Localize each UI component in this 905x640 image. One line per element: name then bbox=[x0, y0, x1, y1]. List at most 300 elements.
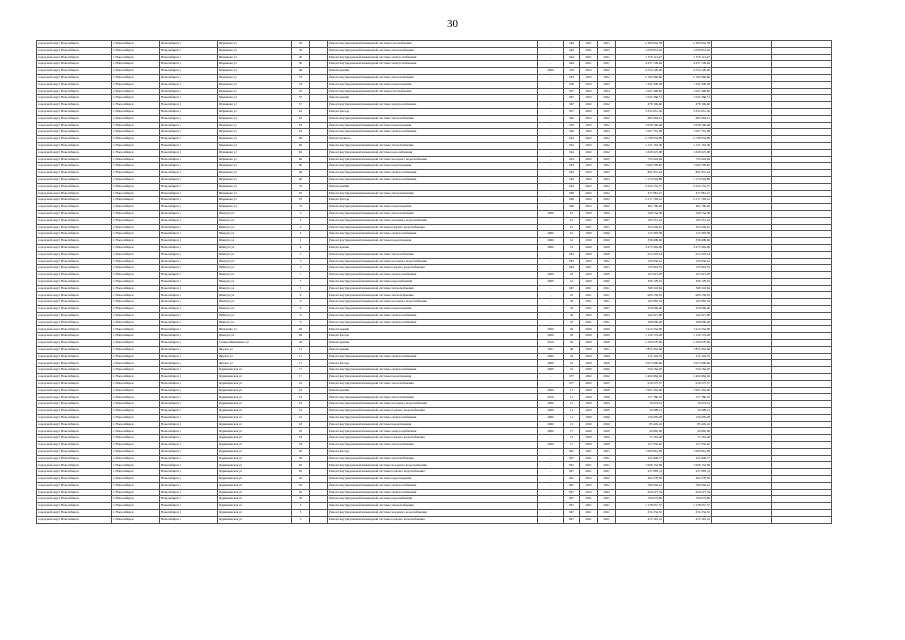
cell-commission-year: 2006 bbox=[538, 353, 564, 360]
cell-municipality: городской округ Новосибирск bbox=[37, 414, 112, 421]
cell-cost-total: 1 159 174,00 bbox=[616, 333, 664, 340]
cell-house: 2 bbox=[292, 224, 310, 231]
cell-municipality: городской округ Новосибирск bbox=[37, 204, 112, 211]
cell-house: 30 bbox=[292, 54, 310, 61]
cell-plan-end: 2021 bbox=[598, 61, 616, 68]
cell-settlement: г. Новосибирск bbox=[112, 41, 160, 48]
cell-blank-a bbox=[712, 476, 772, 483]
cell-volume: 11 bbox=[564, 401, 580, 408]
cell-cost-fund: 217 386,32 bbox=[664, 394, 712, 401]
cell-house: 20 bbox=[292, 326, 310, 333]
cell-plan-start: 2022 bbox=[580, 190, 598, 197]
cell-blank-b bbox=[772, 476, 832, 483]
cell-blank-a bbox=[712, 333, 772, 340]
cell-commission-year: - bbox=[538, 258, 564, 265]
cell-locality: Новосибирск г bbox=[160, 319, 218, 326]
cell-municipality: городской округ Новосибирск bbox=[37, 95, 112, 102]
cell-plan-end: 2022 bbox=[598, 108, 616, 115]
cell-plan-end: 2021 bbox=[598, 448, 616, 455]
cell-plan-start: 2020 bbox=[580, 414, 598, 421]
cell-blank-b bbox=[772, 319, 832, 326]
cell-cost-total: 445 949,77 bbox=[616, 455, 664, 462]
cell-work-type: Ремонт внутридомовой инженерной системы газоснабжения bbox=[328, 41, 538, 48]
cell-house: 5 bbox=[292, 509, 310, 516]
cell-cost-fund: 1 044 799,85 bbox=[664, 163, 712, 170]
cell-cost-total: 2 748 054,89 bbox=[616, 136, 664, 143]
cell-blank-b bbox=[772, 455, 832, 462]
cell-plan-end: 2022 bbox=[598, 374, 616, 381]
cell-code bbox=[310, 448, 328, 455]
cell-street: Ядринцевская ул bbox=[218, 374, 292, 381]
cell-municipality: городской округ Новосибирск bbox=[37, 346, 112, 353]
cell-plan-start: 2021 bbox=[580, 224, 598, 231]
cell-work-type: Ремонт внутридомовой инженерной системы газоснабжения bbox=[328, 88, 538, 95]
cell-commission-year: - bbox=[538, 190, 564, 197]
cell-commission-year: 2006 bbox=[538, 387, 564, 394]
cell-cost-total: 1 059 831,02 bbox=[616, 47, 664, 54]
cell-code bbox=[310, 170, 328, 177]
table-row bbox=[37, 442, 832, 449]
cell-blank-a bbox=[712, 496, 772, 503]
table-row bbox=[37, 326, 832, 333]
cell-commission-year: 2021 bbox=[538, 346, 564, 353]
cell-blank-a bbox=[712, 142, 772, 149]
cell-plan-start: 2021 bbox=[580, 299, 598, 306]
cell-plan-end: 2022 bbox=[598, 149, 616, 156]
cell-blank-a bbox=[712, 435, 772, 442]
cell-code bbox=[310, 394, 328, 401]
cell-municipality: городской округ Новосибирск bbox=[37, 333, 112, 340]
cell-blank-a bbox=[712, 47, 772, 54]
cell-blank-b bbox=[772, 380, 832, 387]
cell-house: 66 bbox=[292, 176, 310, 183]
cell-commission-year: - bbox=[538, 312, 564, 319]
cell-volume: 61 bbox=[564, 238, 580, 245]
cell-plan-start: 2022 bbox=[580, 312, 598, 319]
cell-cost-total: 2 184 060,86 bbox=[616, 74, 664, 81]
cell-settlement: г. Новосибирск bbox=[112, 346, 160, 353]
cell-cost-total: 3 273 594,09 bbox=[616, 244, 664, 251]
cell-street: Шарикова ул bbox=[218, 176, 292, 183]
cell-work-type: Ремонт крыши bbox=[328, 326, 538, 333]
cell-municipality: городской округ Новосибирск bbox=[37, 251, 112, 258]
cell-blank-b bbox=[772, 238, 832, 245]
cell-street: Ядринцевская ул bbox=[218, 421, 292, 428]
cell-volume: 924 bbox=[564, 142, 580, 149]
cell-plan-end: 2022 bbox=[598, 129, 616, 136]
cell-locality: Новосибирск г bbox=[160, 462, 218, 469]
cell-work-type: Ремонт внутридомовой инженерной системы теплоснабжения bbox=[328, 190, 538, 197]
cell-volume: 924 bbox=[564, 183, 580, 190]
cell-cost-fund: 167 013,18 bbox=[664, 272, 712, 279]
cell-work-type: Ремонт внутридомовой инженерной системы электроснабжения bbox=[328, 272, 538, 279]
table-row bbox=[37, 217, 832, 224]
cell-code bbox=[310, 503, 328, 510]
cell-blank-b bbox=[772, 74, 832, 81]
cell-volume: 969 bbox=[564, 197, 580, 204]
cell-settlement: г. Новосибирск bbox=[112, 68, 160, 75]
cell-plan-end: 2020 bbox=[598, 278, 616, 285]
cell-code bbox=[310, 129, 328, 136]
cell-street: Семьи Шамшиных ул bbox=[218, 340, 292, 347]
cell-cost-total: 1 912 534,00 bbox=[616, 326, 664, 333]
cell-cost-total: 472 191,16 bbox=[616, 516, 664, 523]
cell-work-type: Ремонт внутридомовой инженерной системы электроснабжения bbox=[328, 170, 538, 177]
cell-house: 5 bbox=[292, 251, 310, 258]
table-row bbox=[37, 346, 832, 353]
cell-blank-a bbox=[712, 102, 772, 109]
cell-blank-b bbox=[772, 217, 832, 224]
cell-plan-start: 2022 bbox=[580, 476, 598, 483]
cell-locality: Новосибирск г bbox=[160, 360, 218, 367]
cell-locality: Новосибирск г bbox=[160, 129, 218, 136]
cell-locality: Новосибирск г bbox=[160, 204, 218, 211]
cell-cost-fund: 568 134,38 bbox=[664, 210, 712, 217]
cell-blank-a bbox=[712, 462, 772, 469]
cell-work-type: Ремонт крыши bbox=[328, 346, 538, 353]
cell-settlement: г. Новосибирск bbox=[112, 299, 160, 306]
cell-volume: 969 bbox=[564, 204, 580, 211]
cell-blank-a bbox=[712, 54, 772, 61]
cell-settlement: г. Новосибирск bbox=[112, 394, 160, 401]
cell-code bbox=[310, 340, 328, 347]
cell-settlement: г. Новосибирск bbox=[112, 129, 160, 136]
cell-locality: Новосибирск г bbox=[160, 74, 218, 81]
cell-street: Шарикова ул bbox=[218, 142, 292, 149]
cell-cost-total: 156 605,28 bbox=[616, 414, 664, 421]
cell-code bbox=[310, 421, 328, 428]
cell-street: Ядринцевская ул bbox=[218, 469, 292, 476]
cell-street: Шмидта ул bbox=[218, 306, 292, 313]
cell-locality: Новосибирск г bbox=[160, 217, 218, 224]
cell-cost-total: 610 573,57 bbox=[616, 380, 664, 387]
cell-plan-end: 2022 bbox=[598, 197, 616, 204]
cell-code bbox=[310, 176, 328, 183]
table-row bbox=[37, 122, 832, 129]
cell-street: Шарикова ул bbox=[218, 190, 292, 197]
cell-plan-start: 2022 bbox=[580, 136, 598, 143]
cell-house: 39 bbox=[292, 333, 310, 340]
cell-plan-start: 2022 bbox=[580, 170, 598, 177]
cell-plan-start: 2020 bbox=[580, 333, 598, 340]
cell-blank-b bbox=[772, 374, 832, 381]
cell-house: 66 bbox=[292, 170, 310, 177]
cell-cost-fund: 613 203,24 bbox=[664, 251, 712, 258]
cell-volume: 977 bbox=[564, 380, 580, 387]
cell-plan-end: 2022 bbox=[598, 163, 616, 170]
cell-volume: 847 bbox=[564, 448, 580, 455]
cell-municipality: городской округ Новосибирск bbox=[37, 238, 112, 245]
table-row bbox=[37, 156, 832, 163]
cell-commission-year: 2006 bbox=[538, 442, 564, 449]
cell-cost-total: 2 517 792,41 bbox=[616, 197, 664, 204]
cell-plan-start: 2021 bbox=[580, 462, 598, 469]
cell-cost-total: 262 278,50 bbox=[616, 476, 664, 483]
cell-cost-total: 624 527,54 bbox=[616, 489, 664, 496]
cell-plan-start: 2022 bbox=[580, 74, 598, 81]
table-row bbox=[37, 333, 832, 340]
cell-cost-fund: 906 159,91 bbox=[664, 292, 712, 299]
cell-municipality: городской округ Новосибирск bbox=[37, 353, 112, 360]
cell-locality: Новосибирск г bbox=[160, 224, 218, 231]
cell-municipality: городской округ Новосибирск bbox=[37, 319, 112, 326]
cell-cost-fund: 624 527,54 bbox=[664, 489, 712, 496]
cell-work-type: Ремонт фасада bbox=[328, 448, 538, 455]
cell-cost-fund: 2 057 749,49 bbox=[664, 61, 712, 68]
cell-cost-fund: 472 191,16 bbox=[664, 516, 712, 523]
cell-plan-start: 2020 bbox=[580, 401, 598, 408]
cell-blank-b bbox=[772, 190, 832, 197]
cell-blank-b bbox=[772, 285, 832, 292]
cell-commission-year: 2006 bbox=[538, 238, 564, 245]
cell-cost-total: 1 044 799,85 bbox=[616, 163, 664, 170]
cell-street: Шмидта ул bbox=[218, 292, 292, 299]
cell-locality: Новосибирск г bbox=[160, 238, 218, 245]
cell-locality: Новосибирск г bbox=[160, 496, 218, 503]
cell-cost-fund: 685 094,15 bbox=[664, 115, 712, 122]
cell-cost-fund: 478 169,40 bbox=[664, 102, 712, 109]
table-row bbox=[37, 41, 832, 48]
cell-plan-start: 2020 bbox=[580, 340, 598, 347]
cell-plan-end: 2021 bbox=[598, 54, 616, 61]
cell-settlement: г. Новосибирск bbox=[112, 95, 160, 102]
cell-street: Шарикова ул bbox=[218, 149, 292, 156]
cell-plan-start: 2021 bbox=[580, 41, 598, 48]
cell-plan-start: 2022 bbox=[580, 95, 598, 102]
cell-blank-b bbox=[772, 326, 832, 333]
cell-house: 2 bbox=[292, 231, 310, 238]
cell-locality: Новосибирск г bbox=[160, 163, 218, 170]
cell-settlement: г. Новосибирск bbox=[112, 442, 160, 449]
cell-cost-total: 172 124,70 bbox=[616, 353, 664, 360]
cell-plan-start: 2020 bbox=[580, 428, 598, 435]
cell-blank-b bbox=[772, 394, 832, 401]
table-row bbox=[37, 61, 832, 68]
cell-blank-b bbox=[772, 88, 832, 95]
cell-code bbox=[310, 292, 328, 299]
cell-blank-a bbox=[712, 170, 772, 177]
cell-code bbox=[310, 258, 328, 265]
cell-volume: 967 bbox=[564, 102, 580, 109]
cell-volume: 957 bbox=[564, 108, 580, 115]
cell-code bbox=[310, 197, 328, 204]
cell-street: Шарикова ул bbox=[218, 41, 292, 48]
cell-street: Ядринцевская ул bbox=[218, 435, 292, 442]
cell-locality: Новосибирск г bbox=[160, 61, 218, 68]
cell-settlement: г. Новосибирск bbox=[112, 210, 160, 217]
cell-locality: Новосибирск г bbox=[160, 503, 218, 510]
cell-blank-a bbox=[712, 210, 772, 217]
cell-work-type: Ремонт внутридомовой инженерной системы водоснабжения bbox=[328, 149, 538, 156]
table-row bbox=[37, 503, 832, 510]
cell-locality: Новосибирск г bbox=[160, 142, 218, 149]
cell-municipality: городской округ Новосибирск bbox=[37, 61, 112, 68]
cell-house: 9 bbox=[292, 299, 310, 306]
cell-cost-fund: 135 091,53 bbox=[664, 265, 712, 272]
cell-cost-total: 1 170 504,86 bbox=[616, 176, 664, 183]
cell-locality: Новосибирск г bbox=[160, 455, 218, 462]
cell-commission-year: - bbox=[538, 142, 564, 149]
cell-plan-start: 2021 bbox=[580, 503, 598, 510]
cell-street: Ядринцевская ул bbox=[218, 516, 292, 523]
cell-plan-start: 2022 bbox=[580, 68, 598, 75]
cell-blank-b bbox=[772, 183, 832, 190]
cell-blank-a bbox=[712, 108, 772, 115]
cell-plan-start: 2022 bbox=[580, 156, 598, 163]
cell-locality: Новосибирск г bbox=[160, 95, 218, 102]
cell-house: 11 bbox=[292, 353, 310, 360]
cell-volume: 924 bbox=[564, 176, 580, 183]
cell-code bbox=[310, 217, 328, 224]
cell-commission-year: - bbox=[538, 163, 564, 170]
cell-municipality: городской округ Новосибирск bbox=[37, 47, 112, 54]
table-row bbox=[37, 95, 832, 102]
cell-blank-a bbox=[712, 312, 772, 319]
cell-municipality: городской округ Новосибирск bbox=[37, 278, 112, 285]
cell-locality: Новосибирск г bbox=[160, 408, 218, 415]
cell-volume: 924 bbox=[564, 136, 580, 143]
cell-plan-end: 2021 bbox=[598, 306, 616, 313]
cell-commission-year: - bbox=[538, 462, 564, 469]
cell-municipality: городской округ Новосибирск bbox=[37, 102, 112, 109]
cell-blank-b bbox=[772, 401, 832, 408]
cell-work-type: Ремонт внутридомовой инженерной системы электроснабжения bbox=[328, 353, 538, 360]
cell-cost-fund: 2 517 792,41 bbox=[664, 197, 712, 204]
cell-volume: 847 bbox=[564, 455, 580, 462]
cell-plan-start: 2021 bbox=[580, 306, 598, 313]
cell-cost-total: 217 386,32 bbox=[616, 394, 664, 401]
cell-code bbox=[310, 224, 328, 231]
cell-blank-b bbox=[772, 251, 832, 258]
cell-plan-end: 2020 bbox=[598, 360, 616, 367]
cell-plan-end: 2021 bbox=[598, 292, 616, 299]
cell-blank-b bbox=[772, 340, 832, 347]
cell-settlement: г. Новосибирск bbox=[112, 476, 160, 483]
cell-municipality: городской округ Новосибирск bbox=[37, 387, 112, 394]
cell-work-type: Ремонт внутридомовой инженерной системы теплоснабжения bbox=[328, 394, 538, 401]
cell-cost-fund: 73 163,48 bbox=[664, 435, 712, 442]
cell-settlement: г. Новосибирск bbox=[112, 509, 160, 516]
cell-cost-total: 1 178 057,37 bbox=[616, 503, 664, 510]
cell-blank-a bbox=[712, 442, 772, 449]
cell-commission-year: - bbox=[538, 54, 564, 61]
cell-house: 39 bbox=[292, 340, 310, 347]
cell-blank-b bbox=[772, 346, 832, 353]
cell-plan-start: 2020 bbox=[580, 244, 598, 251]
cell-blank-a bbox=[712, 265, 772, 272]
cell-code bbox=[310, 210, 328, 217]
cell-plan-start: 2021 bbox=[580, 448, 598, 455]
cell-commission-year: - bbox=[538, 170, 564, 177]
cell-blank-b bbox=[772, 367, 832, 374]
cell-locality: Новосибирск г bbox=[160, 210, 218, 217]
cell-code bbox=[310, 54, 328, 61]
cell-plan-end: 2020 bbox=[598, 408, 616, 415]
cell-plan-start: 2020 bbox=[580, 231, 598, 238]
cell-work-type: Ремонт подвала bbox=[328, 136, 538, 143]
table-row bbox=[37, 476, 832, 483]
cell-house: 2 bbox=[292, 238, 310, 245]
cell-commission-year: - bbox=[538, 489, 564, 496]
cell-cost-fund: 298 000,00 bbox=[664, 319, 712, 326]
cell-cost-fund: 220 096,00 bbox=[664, 306, 712, 313]
table-row bbox=[37, 401, 832, 408]
table-row bbox=[37, 509, 832, 516]
table-row bbox=[37, 272, 832, 279]
cell-cost-total: 477 981,21 bbox=[616, 190, 664, 197]
cell-locality: Новосибирск г bbox=[160, 88, 218, 95]
cell-settlement: г. Новосибирск bbox=[112, 496, 160, 503]
table-row bbox=[37, 374, 832, 381]
cell-settlement: г. Новосибирск bbox=[112, 421, 160, 428]
cell-work-type: Ремонт внутридомовой инженерной системы теплоснабжения bbox=[328, 115, 538, 122]
cell-plan-end: 2021 bbox=[598, 319, 616, 326]
cell-municipality: городской округ Новосибирск bbox=[37, 380, 112, 387]
capital-repair-table bbox=[36, 40, 832, 524]
cell-house: 4 bbox=[292, 244, 310, 251]
cell-cost-total: 40 092,00 bbox=[616, 428, 664, 435]
cell-work-type: Ремонт внутридомовой инженерной системы теплоснабжения bbox=[328, 74, 538, 81]
cell-volume: 32 bbox=[564, 353, 580, 360]
cell-street: Шмидта ул bbox=[218, 272, 292, 279]
cell-volume: 23 bbox=[564, 244, 580, 251]
cell-code bbox=[310, 136, 328, 143]
cell-settlement: г. Новосибирск bbox=[112, 462, 160, 469]
cell-cost-fund: 153 393,99 bbox=[664, 231, 712, 238]
cell-work-type: Ремонт внутридомовой инженерной системы водоотведения bbox=[328, 163, 538, 170]
cell-blank-b bbox=[772, 61, 832, 68]
cell-cost-fund: 3 235 951,30 bbox=[664, 108, 712, 115]
cell-municipality: городской округ Новосибирск bbox=[37, 122, 112, 129]
cell-settlement: г. Новосибирск bbox=[112, 319, 160, 326]
cell-locality: Новосибирск г bbox=[160, 197, 218, 204]
cell-commission-year: 2006 bbox=[538, 244, 564, 251]
cell-cost-fund: 2 390 944,58 bbox=[664, 41, 712, 48]
cell-code bbox=[310, 360, 328, 367]
cell-work-type: Ремонт крыши bbox=[328, 340, 538, 347]
cell-blank-a bbox=[712, 408, 772, 415]
table-row bbox=[37, 224, 832, 231]
cell-work-type: Ремонт внутридомовой инженерной системы теплоснабжения bbox=[328, 251, 538, 258]
cell-code bbox=[310, 455, 328, 462]
cell-blank-b bbox=[772, 258, 832, 265]
cell-house: 18 bbox=[292, 421, 310, 428]
cell-cost-total: 220 096,00 bbox=[616, 306, 664, 313]
cell-commission-year: - bbox=[538, 469, 564, 476]
cell-blank-b bbox=[772, 142, 832, 149]
cell-blank-a bbox=[712, 319, 772, 326]
cell-commission-year: 2019 bbox=[538, 340, 564, 347]
cell-plan-end: 2022 bbox=[598, 136, 616, 143]
cell-blank-b bbox=[772, 204, 832, 211]
cell-commission-year: - bbox=[538, 204, 564, 211]
cell-cost-fund: 308 110,04 bbox=[664, 285, 712, 292]
cell-blank-b bbox=[772, 353, 832, 360]
cell-blank-b bbox=[772, 387, 832, 394]
cell-settlement: г. Новосибирск bbox=[112, 380, 160, 387]
cell-volume: 969 bbox=[564, 190, 580, 197]
cell-blank-b bbox=[772, 54, 832, 61]
cell-commission-year: - bbox=[538, 61, 564, 68]
cell-house: 70 bbox=[292, 204, 310, 211]
cell-settlement: г. Новосибирск bbox=[112, 435, 160, 442]
cell-blank-a bbox=[712, 149, 772, 156]
cell-volume: 41 bbox=[564, 278, 580, 285]
cell-work-type: Ремонт внутридомовой инженерной системы электроснабжения bbox=[328, 489, 538, 496]
cell-settlement: г. Новосибирск bbox=[112, 204, 160, 211]
cell-settlement: г. Новосибирск bbox=[112, 414, 160, 421]
cell-plan-start: 2021 bbox=[580, 469, 598, 476]
